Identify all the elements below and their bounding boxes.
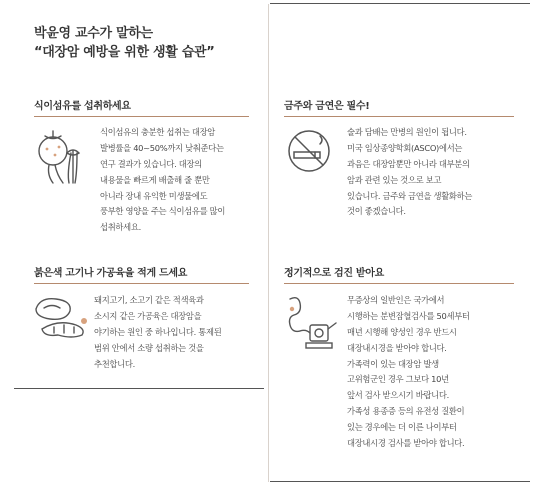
text-line: 매년 시행해 양성인 경우 반드시 xyxy=(347,326,457,337)
text-line: 야기하는 원인 중 하나입니다. 통제된 xyxy=(94,326,222,337)
text-line: 섭취하세요. xyxy=(100,222,141,233)
text-line: 미국 임상종양학회(ASCO)에서는 xyxy=(347,142,463,153)
header-subtitle: 박윤영 교수가 말하는 xyxy=(34,26,153,41)
text-line: 가족성 용종증 등의 유전성 질환이 xyxy=(347,406,465,417)
section-title-checkup: 정기적으로 검진 받아요 xyxy=(284,268,384,279)
text-line: 식이섬유의 충분한 섭취는 대장암 xyxy=(100,127,216,137)
text-line: 대장내시경을 받아야 합니다. xyxy=(347,342,447,353)
vegetables-icon xyxy=(33,127,95,189)
text-line: 시행하는 분변잠혈검사를 50세부터 xyxy=(347,310,470,321)
section-rule-fiber xyxy=(34,116,249,117)
text-line: 풍부한 영양을 주는 식이섬유를 많이 xyxy=(100,206,226,217)
section-rule-no-smoking xyxy=(284,116,514,117)
text-line: 소시지 같은 가공육은 대장암을 xyxy=(94,310,202,321)
text-line: 돼지고기, 소고기 같은 적색육과 xyxy=(94,295,204,305)
section-body-red-meat xyxy=(94,293,221,372)
top-right-rule xyxy=(270,3,530,4)
section-rule-checkup xyxy=(284,283,514,284)
text-line: 앞서 검사 받으시기 바랍니다. xyxy=(347,390,449,401)
text-line: 범위 안에서 소량 섭취하는 것을 xyxy=(94,342,204,353)
text-line: 발병률을 40~50%까지 낮춰준다는 xyxy=(100,142,224,153)
section-body-no-smoking xyxy=(347,125,472,220)
section-body-checkup xyxy=(347,293,470,452)
no-smoking-icon xyxy=(284,126,334,176)
text-line: 내용물을 빠르게 배출해 줄 뿐만 xyxy=(100,174,210,185)
bottom-right-rule xyxy=(270,481,530,482)
text-line: 추천합니다. xyxy=(94,358,135,369)
text-line: 고위험군인 경우 그보다 10년 xyxy=(347,374,449,385)
bottom-left-rule xyxy=(14,388,264,389)
text-line: 연구 결과가 있습니다. 대장의 xyxy=(100,158,202,169)
center-divider xyxy=(268,4,269,482)
endoscope-icon xyxy=(284,293,342,353)
text-line: 있습니다. 금주와 금연을 생활화하는 xyxy=(347,190,473,201)
section-title-no-smoking: 금주와 금연은 필수! xyxy=(284,101,370,112)
text-line: 암과 관련 있는 것으로 보고 xyxy=(347,174,442,185)
text-line: 대장내시경 검사를 받아야 합니다. xyxy=(347,438,465,449)
text-line: 가족력이 있는 대장암 발생 xyxy=(347,358,439,369)
meat-sausage-icon xyxy=(32,295,90,341)
section-title-red-meat: 붉은색 고기나 가공육을 적게 드세요 xyxy=(34,268,188,279)
header-title: “대장암 예방을 위한 생활 습관” xyxy=(34,45,215,60)
text-line: 아니라 장내 유익한 미생물에도 xyxy=(100,190,208,201)
text-line: 과음은 대장암뿐만 아니라 대부분의 xyxy=(347,158,470,169)
section-body-fiber xyxy=(100,125,225,236)
text-line: 술과 담배는 만병의 원인이 됩니다. xyxy=(347,127,467,137)
text-line: 것이 좋겠습니다. xyxy=(347,206,406,217)
section-rule-red-meat xyxy=(34,283,249,284)
text-line: 무증상의 일반인은 국가에서 xyxy=(347,295,445,305)
section-title-fiber: 식이섬유를 섭취하세요 xyxy=(34,101,131,112)
text-line: 있는 경우에는 더 이른 나이부터 xyxy=(347,422,457,433)
